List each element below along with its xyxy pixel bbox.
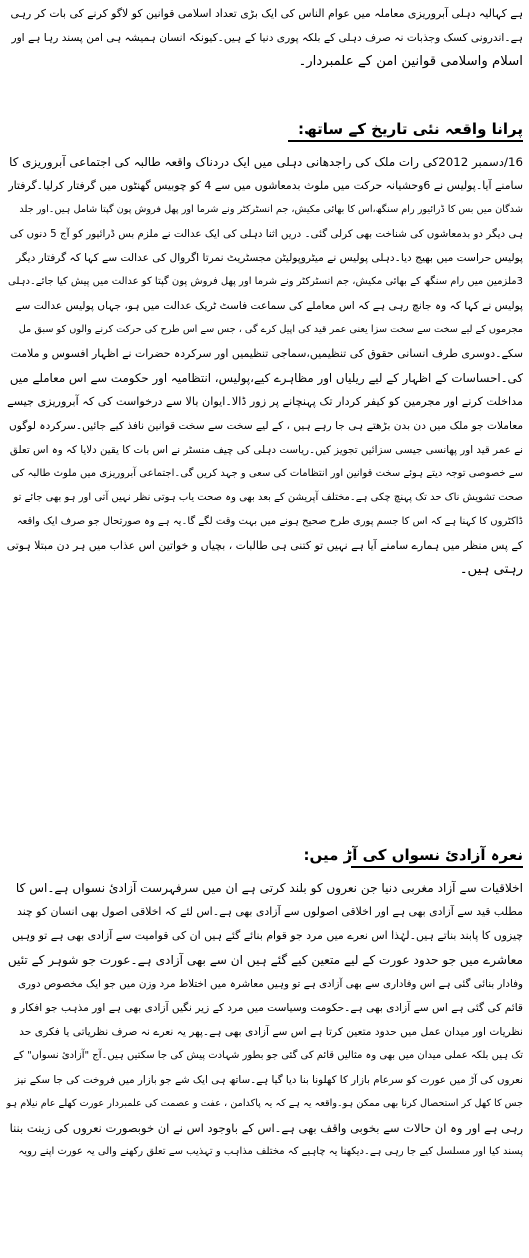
text-line: مداخلت کرنے اور مجرمین کو کیفر کردار تک پہنچانے پر زور ڈالا۔ایوان بالا سے درخواست کی کہ آبروریزی جیسے: [7, 395, 523, 408]
text-line: 16/دسمبر 2012کی رات ملک کی راجدھانی دہلی میں ایک دردناک واقعہ طالبہ کی اجتماعی آبروریزی کا: [9, 155, 523, 169]
text-line: سے خصوصی توجہ دیتے ہوئے سخت قوانین اور انتظامات کی سعی و جہد کریں گی۔اجتماعی آبروریزی میں ملوث طالبہ کی: [11, 468, 523, 479]
text-line: شدگان میں بس کا ڈرائیور رام سنگھ،اس کا بھائی مکیش، جم انسٹرکٹر ونے شرما اور پھل فروش پون گپتا شامل ہیں۔اور جلد: [19, 204, 523, 215]
text-line: نظریات اور میدان عمل میں حدود متعین کرتا ہے اس سے آزادی بھی ہے۔پھر یہ نعرے نہ صرف نظریاتی یا فکری حد: [19, 1026, 523, 1038]
text-line: جس کا کھل کر استحصال کرنا بھی ممکن ہو۔واقعہ یہ ہے کہ یہ پاکدامن ، عفت و عصمت کی علمبردار عورت کھلے عام نیلام ہو: [6, 1098, 523, 1109]
section-paragraph-old-incident: [6, 150, 523, 582]
section-paragraph-womens-freedom: [6, 876, 523, 1164]
text-line: رہتی ہیں۔: [459, 562, 523, 577]
text-line: نعروں کی آڑ میں عورت کو سرعام بازار کا کھلونا بنا دیا گیا ہے۔ساتھ ہی ایک شے جو بازار میں فروخت کی جا سکے نیز: [14, 1074, 523, 1086]
text-line: ہے۔اندرونی کسک وجذبات نہ صرف دہلی کے بلکہ پوری دنیا کے ہیں۔کیونکہ انسان ہمیشہ ہی امن پسند رہا ہے اور: [11, 32, 523, 44]
section-heading-womens-freedom: نعرہ آزادیٔ نسواں کی آڑ میں:: [351, 844, 523, 868]
text-line: ڈاکٹروں کا کہنا ہے کہ اس کا جسم پوری طرح صحیح ہونے میں بہت وقت لگے گا۔یہ ہے وہ صورتحال جو صرف ایک واقعہ: [16, 516, 523, 527]
text-line: ہے کہالیہ دہلی آبروریزی معاملہ میں عوام الناس کی ایک بڑی تعداد اسلامی قوانین کو لاگو کرنے کی بات کر رہی: [10, 7, 523, 20]
text-line: 3ملزمین میں رام سنگھ کے بھائی مکیش، جم انسٹرکٹر ونے شرما اور پھل فروش پون گپتا کو عدالت میں پیش کیا جائے۔دہلی: [7, 276, 523, 287]
text-line: سامنے آیا۔پولیس نے 6وحشیانہ حرکت میں ملوث بدمعاشوں میں سے 4 کو چوبیس گھنٹوں میں گرفتار کرلیا۔گرفتار: [8, 179, 523, 192]
text-line: پولیس نے کہا کہ وہ جانچ رہی ہے کہ اس معاملے کی سماعت فاسٹ ٹریک عدالت میں ہو، جہاں پولیس عدالت سے: [15, 300, 523, 312]
text-line: مطلب قید سے آزادی بھی ہے اور اخلاقی اصولوں سے آزادی بھی ہے۔اس لئے کہ اخلاقی اصول بھی انسان کو چند: [17, 905, 523, 918]
text-line: اخلاقیات سے آزاد مغربی دنیا جن نعروں کو بلند کرتی ہے ان میں سرفہرست آزادیٔ نسواں ہے۔اس کا: [15, 881, 523, 895]
text-line: صحت تشویش ناک حد تک پہنچ چکی ہے۔مختلف آپریشن کے بعد بھی وہ صحت یاب ہوتی نظر نہیں آتی اور ہو بھی جائے تو: [13, 492, 523, 503]
text-line: اسلام واسلامی قوانین امن کے علمبردار۔: [298, 54, 523, 69]
text-line: تک ہیں بلکہ عملی میدان میں بھی وہ مثالیں قائم کی گئی جو بطور شہادت پیش کی جا سکتیں ہیں۔آج "آزادیٔ نسواں" کے: [13, 1050, 523, 1061]
text-line: ہی دیگر دو بدمعاشوں کی شناخت بھی کرلی گئی۔ دریں اثنا دہلی کی ایک عدالت نے ملزم بس ڈرائیور کو آج 5 دنوں کی: [9, 228, 523, 240]
text-line: وفادار بنائی گئی ہے اس وفاداری سے بھی آزادی ہے تو وہیں معاشرہ میں اختلاط مرد وزن میں جو ایک مخصوص دوری: [18, 978, 523, 990]
text-line: معاشرے میں جو حدود عورت کے لیے متعین کیے گئے ہیں ان سے بھی آزادی ہے۔عورت جو شوہر کے تئیں: [7, 953, 523, 967]
text-line: چیزوں کا پابند بناتے ہیں۔لہٰذا اس نعرے میں مرد جو قوام بنائے گئے ہیں ان کی قوامیت سے آزادی بھی ہے تو وہیں: [12, 929, 523, 942]
intro-paragraph: [6, 2, 523, 74]
text-line: پسند کیا اور مسلسل کیے جا رہی ہے۔دیکھنا یہ چاہیے کہ مختلف مذاہب و تہذیب سے تعلق رکھنے والی یہ عورت اپنے رویہ: [18, 1146, 523, 1157]
text-line: سکے۔دوسری طرف انسانی حقوق کی تنظیمیں،سماجی تنظیمیں اور سرکردہ حضرات نے اظہار افسوس و ملامت: [10, 347, 523, 360]
text-line: کے پس منظر میں ہمارے سامنے آیا ہے نہیں تو کتنی ہی طالبات ، بچیاں و خواتین اس عذاب میں ہر دن مبتلا ہوتی: [6, 539, 523, 552]
text-line: مجرموں کے لیے سخت سے سخت سزا یعنی عمر قید کی اپیل کرے گی ، جس سے اس طرح کی حرکت کرنے والوں کو سبق مل: [18, 324, 523, 335]
text-line: رہی ہے اور وہ ان حالات سے بخوبی واقف بھی ہے۔اس کے باوجود اس نے ان خوبصورت نعروں کی زینت بننا: [9, 1121, 523, 1135]
text-line: پولیس حراست میں بھیج دیا۔دہلی پولیس نے میٹروپولیٹن مجسٹریٹ نمرتا اگروال کی عدالت سے کہا کہ گرفتار دیگر: [15, 252, 523, 264]
text-line: معاملات جو ملک میں دن بدن بڑھتے ہی جا رہے ہیں ، کے لیے سخت سے سخت قوانین نافذ کیے جائیں۔سرکردہ لوگوں: [9, 420, 523, 432]
text-line: قائم کی گئی ہے اس سے آزادی بھی ہے۔حکومت وسیاست میں مرد کے زیر نگیں آزادی بھی ہے اور مذہب جو افکار و: [11, 1002, 523, 1014]
section-heading-old-incident: پرانا واقعہ نئی تاریخ کے ساتھ:: [288, 118, 523, 142]
text-line: نے عمر قید اور پھانسی جیسی سزائیں تجویز کیں۔ریاست دہلی کی چیف منسٹر نے اس بات کا یقین دلایا کہ وہ اس تعلق: [9, 444, 523, 456]
text-line: کی۔احساسات کے اظہار کے لیے ریلیاں اور مظاہرے کیے،پولیس، انتظامیہ اور حکومت سے اس معاملے میں: [9, 371, 523, 385]
